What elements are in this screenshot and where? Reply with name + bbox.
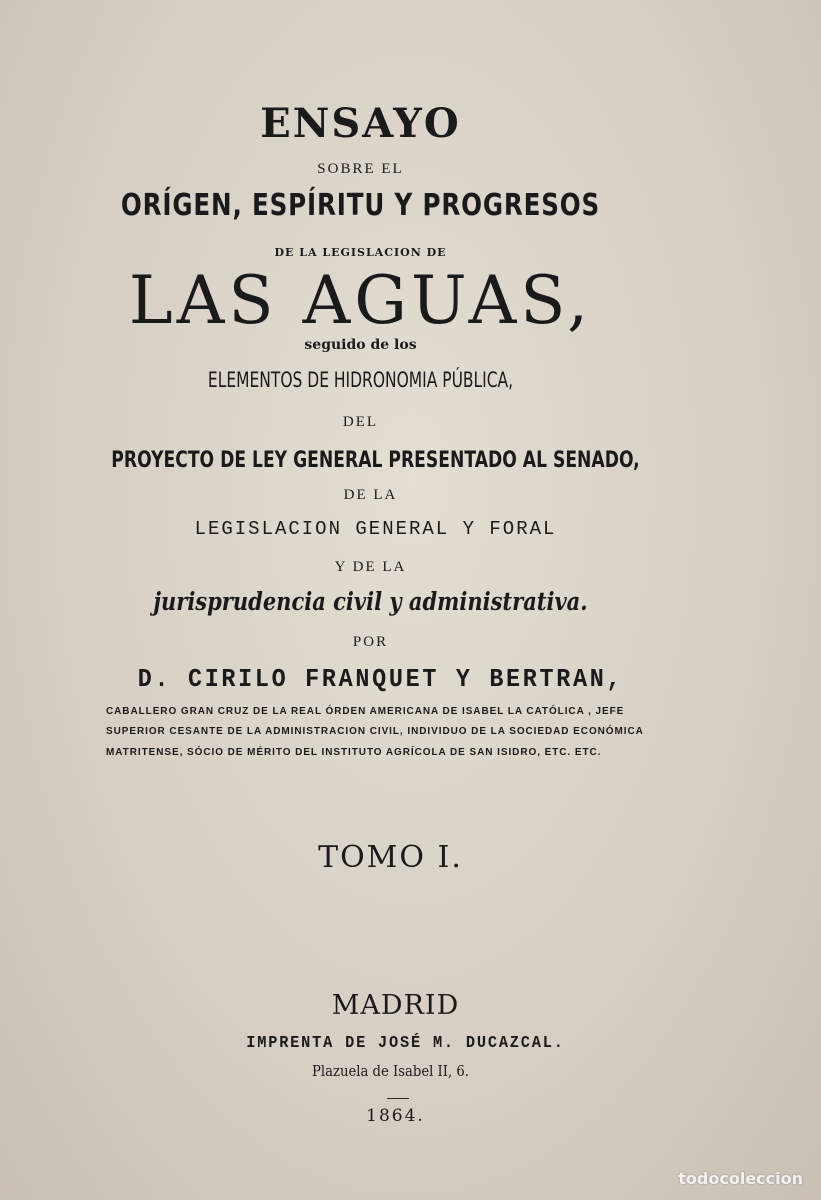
title-jurisprudencia: jurisprudencia civil y administrativa. [153,587,588,616]
subtitle-sobre: SOBRE EL [317,161,404,177]
subtitle-y-de-la: Y DE LA [334,559,407,575]
title-origen: ORÍGEN, ESPÍRITU Y PROGRESOS [120,188,601,223]
imprint-city: MADRID [331,990,460,1021]
imprint-address: Plazuela de Isabel II, 6. [312,1062,469,1080]
subtitle-seguido: seguido de los [304,337,417,353]
watermark-logo: todocoleccion [678,1169,803,1188]
title-legislacion-general: LEGISLACION GENERAL Y FORAL [194,518,557,540]
subtitle-del: DEL [342,414,379,430]
author-por: POR [352,634,389,650]
author-credential-line: SUPERIOR CESANTE DE LA ADMINISTRACION CIVIL, INDIVIDUO DE LA SOCIEDAD ECONÓMICA [106,725,644,737]
subtitle-de-la-legislacion: DE LA LEGISLACION DE [274,246,447,259]
title-ensayo: ENSAYO [260,100,461,147]
volume-number: TOMO I. [318,840,463,875]
divider-rule [387,1098,409,1099]
author-credential-line: CABALLERO GRAN CRUZ DE LA REAL ÓRDEN AMERICANA DE ISABEL LA CATÓLICA , JEFE [106,705,625,717]
title-elementos: ELEMENTOS DE HIDRONOMIA PÚBLICA, [207,368,514,392]
imprint-year: 1864. [366,1106,425,1126]
title-las-aguas: LAS AGUAS, [128,262,593,339]
author-credential-line: MATRITENSE, SÓCIO DE MÉRITO DEL INSTITUTO AGRÍCOLA DE SAN ISIDRO, ETC. ETC. [106,746,602,758]
author-name: D. CIRILO FRANQUET Y BERTRAN, [137,664,624,694]
title-proyecto: PROYECTO DE LEY GENERAL PRESENTADO AL SENADO, [111,448,640,473]
imprint-printer: IMPRENTA DE JOSÉ M. DUCAZCAL. [246,1034,565,1053]
subtitle-de-la: DE LA [343,487,398,503]
